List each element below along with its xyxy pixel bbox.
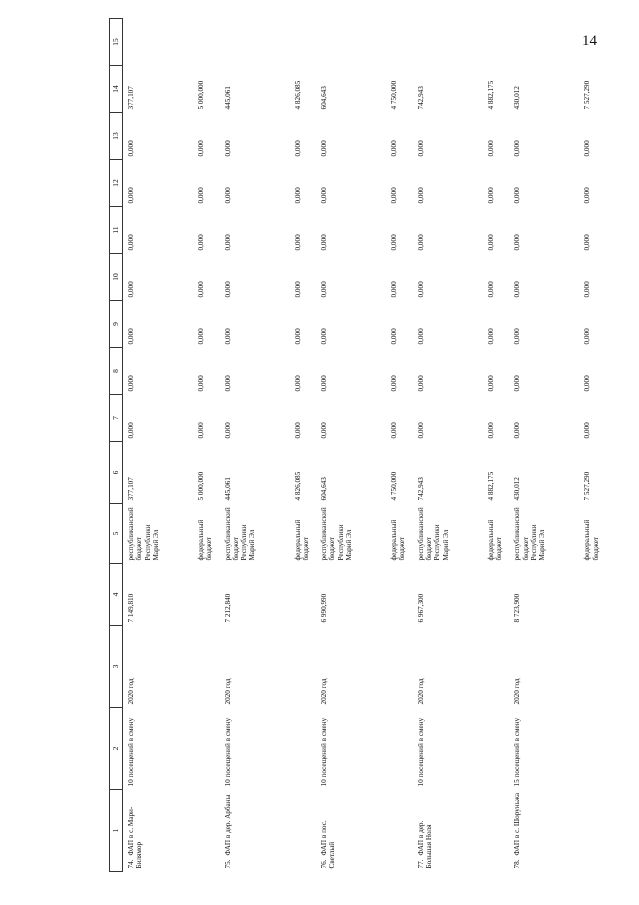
value-regional: 430,012	[513, 477, 522, 501]
cell-col10	[220, 301, 317, 348]
column-header: 1	[110, 790, 123, 872]
capacity: 10 посещений в смену	[223, 717, 232, 787]
year: 2020 год	[127, 678, 135, 705]
value-federal: 7 527,290	[583, 471, 592, 501]
fund-source-regional: республиканский бюджет Республики Марий Эл	[416, 507, 450, 561]
value-federal: 0,000	[583, 187, 592, 204]
year: 2020 год	[416, 678, 425, 705]
fund-source-regional: республиканский бюджет Республики Марий Эл	[223, 507, 257, 561]
value-regional: 0,000	[223, 281, 232, 298]
value-regional: 0,000	[513, 140, 522, 157]
value-federal: 0,000	[486, 140, 495, 157]
column-header: 10	[110, 254, 123, 301]
value-federal: 0,000	[293, 328, 302, 345]
year: 2020 год	[513, 678, 522, 705]
cell-object	[413, 790, 510, 872]
cell-col8	[220, 395, 317, 442]
value-federal: 0,000	[390, 328, 399, 345]
column-header: 5	[110, 504, 123, 564]
value-regional: 0,000	[513, 422, 522, 439]
year: 2020 год	[320, 678, 329, 705]
cell-col12	[509, 207, 606, 254]
cell-fund	[316, 504, 413, 564]
value-regional: 0,000	[223, 422, 232, 439]
total-cost: 7 212,840	[223, 593, 232, 623]
value-federal: 5 000,000	[197, 471, 205, 501]
capacity: 10 посещений в смену	[416, 717, 425, 787]
cell-capacity	[123, 708, 220, 790]
value-federal: 0,000	[486, 187, 495, 204]
cell-capacity	[316, 708, 413, 790]
value-regional: 0,000	[127, 422, 135, 439]
cell-col12	[413, 207, 510, 254]
cell-col7	[316, 442, 413, 504]
cell-col14	[413, 113, 510, 160]
cell-col15	[220, 66, 317, 113]
column-header: 8	[110, 348, 123, 395]
cell-col13	[413, 160, 510, 207]
value-regional: 0,000	[223, 234, 232, 251]
value-regional: 377,107	[127, 477, 135, 501]
column-header: 15	[110, 19, 123, 66]
cell-fund	[220, 504, 317, 564]
value-regional: 0,000	[416, 281, 425, 298]
cell-year	[316, 626, 413, 708]
value-regional: 0,000	[127, 328, 135, 345]
value-regional: 0,000	[127, 234, 135, 251]
total-cost: 8 723,900	[513, 593, 522, 623]
value-regional: 0,000	[127, 187, 135, 204]
cell-year	[123, 626, 220, 708]
value-federal: 0,000	[583, 234, 592, 251]
cell-col7	[413, 442, 510, 504]
cell-col7	[220, 442, 317, 504]
value-regional: 445,061	[223, 477, 232, 501]
cell-object	[509, 790, 606, 872]
cell-col7	[509, 442, 606, 504]
column-header: 12	[110, 160, 123, 207]
value-federal: 0,000	[583, 281, 592, 298]
value-regional: 0,000	[513, 375, 522, 392]
row-number: 76.	[320, 859, 329, 869]
column-header: 2	[110, 708, 123, 790]
cell-col11	[220, 254, 317, 301]
row-number: 75.	[223, 859, 232, 869]
cell-fund	[509, 504, 606, 564]
capacity: 10 посещений в смену	[320, 717, 329, 787]
cell-col9	[316, 348, 413, 395]
cell-col12	[316, 207, 413, 254]
total-cost: 7 149,810	[127, 593, 135, 623]
cell-total	[509, 564, 606, 626]
column-header: 13	[110, 113, 123, 160]
value-regional: 445,061	[223, 86, 232, 110]
fund-source-federal: федеральный бюджет	[197, 519, 214, 561]
value-federal: 0,000	[197, 422, 205, 439]
cell-col15	[316, 66, 413, 113]
cell-col10	[509, 301, 606, 348]
value-federal: 0,000	[583, 375, 592, 392]
value-regional: 0,000	[513, 328, 522, 345]
cell-col9	[123, 348, 220, 395]
value-federal: 0,000	[486, 281, 495, 298]
fund-source-federal: федеральный бюджет	[390, 519, 407, 561]
value-regional: 0,000	[416, 375, 425, 392]
value-federal: 0,000	[390, 187, 399, 204]
value-regional: 0,000	[320, 375, 329, 392]
object-name: ФАП в с. Мари-Билямор	[127, 806, 144, 869]
header-row	[110, 19, 123, 872]
value-regional: 0,000	[223, 140, 232, 157]
value-regional: 0,000	[416, 422, 425, 439]
fund-source-federal: федеральный бюджет	[486, 519, 503, 561]
value-regional: 430,012	[513, 86, 522, 110]
cell-col14	[220, 113, 317, 160]
value-regional: 0,000	[127, 375, 135, 392]
value-federal: 0,000	[293, 422, 302, 439]
value-federal: 4 750,000	[390, 80, 399, 110]
cell-capacity	[220, 708, 317, 790]
cell-col15	[123, 66, 220, 113]
value-federal: 0,000	[197, 140, 205, 157]
value-federal: 4 826,085	[293, 471, 302, 501]
table-row	[123, 19, 220, 872]
value-regional: 604,643	[320, 477, 329, 501]
cell-col8	[413, 395, 510, 442]
value-federal: 0,000	[197, 281, 205, 298]
cell-object	[220, 790, 317, 872]
row-number: 74.	[127, 859, 135, 869]
fund-source-regional: республиканский бюджет Республики Марий Эл	[127, 507, 160, 561]
value-regional: 0,000	[320, 422, 329, 439]
value-federal: 0,000	[293, 140, 302, 157]
value-federal: 0,000	[486, 375, 495, 392]
cell-col10	[123, 301, 220, 348]
cell-col8	[316, 395, 413, 442]
value-regional: 742,943	[416, 477, 425, 501]
cell-col7	[123, 442, 220, 504]
cell-col10	[316, 301, 413, 348]
cell-total	[123, 564, 220, 626]
value-regional: 0,000	[127, 281, 135, 298]
value-federal: 7 527,290	[583, 80, 592, 110]
value-regional: 0,000	[513, 187, 522, 204]
cell-col10	[413, 301, 510, 348]
value-federal: 0,000	[197, 234, 205, 251]
cell-year	[413, 626, 510, 708]
cell-fund	[413, 504, 510, 564]
value-regional: 0,000	[320, 187, 329, 204]
value-federal: 0,000	[390, 375, 399, 392]
value-regional: 604,643	[320, 86, 329, 110]
capacity: 10 посещений в смену	[127, 717, 135, 787]
cell-fund	[123, 504, 220, 564]
value-federal: 0,000	[293, 281, 302, 298]
value-regional: 0,000	[416, 140, 425, 157]
value-federal: 0,000	[390, 422, 399, 439]
value-federal: 4 882,175	[486, 471, 495, 501]
cell-capacity	[509, 708, 606, 790]
table-row	[316, 19, 413, 872]
cell-col9	[220, 348, 317, 395]
value-federal: 0,000	[197, 328, 205, 345]
value-regional: 0,000	[416, 328, 425, 345]
cell-col13	[220, 160, 317, 207]
cell-col11	[509, 254, 606, 301]
value-federal: 0,000	[293, 187, 302, 204]
column-header: 11	[110, 207, 123, 254]
value-federal: 5 000,000	[197, 80, 205, 110]
value-federal: 4 826,085	[293, 80, 302, 110]
page-number: 14	[582, 33, 597, 49]
column-header: 6	[110, 442, 123, 504]
row-number: 77.	[416, 859, 425, 869]
value-regional: 0,000	[320, 140, 329, 157]
cell-year	[509, 626, 606, 708]
cell-total	[413, 564, 510, 626]
cell-col13	[509, 160, 606, 207]
cell-col15	[509, 66, 606, 113]
value-regional: 0,000	[320, 281, 329, 298]
cell-total	[316, 564, 413, 626]
cell-col12	[123, 207, 220, 254]
value-federal: 0,000	[293, 234, 302, 251]
object-name: ФАП в с. Шоруньжа	[513, 792, 522, 856]
cell-year	[220, 626, 317, 708]
fund-source-federal: федеральный бюджет	[293, 519, 310, 561]
total-cost: 6 990,990	[320, 593, 329, 623]
value-federal: 0,000	[486, 234, 495, 251]
total-cost: 6 967,300	[416, 593, 425, 623]
fund-source-federal: федеральный бюджет	[583, 519, 600, 561]
table-row	[413, 19, 510, 872]
value-federal: 0,000	[293, 375, 302, 392]
cell-col8	[123, 395, 220, 442]
cell-col14	[316, 113, 413, 160]
cell-col9	[413, 348, 510, 395]
value-federal: 4 882,175	[486, 80, 495, 110]
fund-source-regional: республиканский бюджет Республики Марий Эл	[320, 507, 353, 561]
cell-col13	[123, 160, 220, 207]
value-regional: 377,107	[127, 86, 135, 110]
value-regional: 0,000	[127, 140, 135, 157]
value-regional: 0,000	[320, 328, 329, 345]
column-header: 14	[110, 66, 123, 113]
cell-col9	[509, 348, 606, 395]
object-name: ФАП в дер. Арбаны	[223, 794, 232, 856]
column-header: 3	[110, 626, 123, 708]
value-regional: 742,943	[416, 86, 425, 110]
cell-col11	[316, 254, 413, 301]
object-name: ФАП в пос. Светлый	[320, 820, 337, 869]
value-regional: 0,000	[513, 234, 522, 251]
column-header: 7	[110, 395, 123, 442]
value-regional: 0,000	[223, 187, 232, 204]
data-table	[109, 18, 606, 872]
value-federal: 0,000	[390, 140, 399, 157]
cell-col11	[123, 254, 220, 301]
cell-col13	[316, 160, 413, 207]
table-row	[220, 19, 317, 872]
cell-object	[316, 790, 413, 872]
value-federal: 0,000	[197, 187, 205, 204]
value-federal: 0,000	[583, 328, 592, 345]
rotated-table-container	[109, 38, 600, 872]
value-federal: 0,000	[583, 140, 592, 157]
value-regional: 0,000	[320, 234, 329, 251]
cell-col12	[220, 207, 317, 254]
capacity: 15 посещений в смену	[513, 717, 522, 787]
value-federal: 0,000	[390, 281, 399, 298]
cell-object	[123, 790, 220, 872]
object-name: ФАП в дер. Большая Ноля	[416, 820, 433, 869]
value-regional: 0,000	[223, 375, 232, 392]
column-header: 4	[110, 564, 123, 626]
cell-col14	[509, 113, 606, 160]
value-regional: 0,000	[416, 187, 425, 204]
value-federal: 0,000	[197, 375, 205, 392]
column-header: 9	[110, 301, 123, 348]
fund-source-regional: республиканский бюджет Республики Марий Эл	[513, 507, 547, 561]
table-row	[509, 19, 606, 872]
value-regional: 0,000	[223, 328, 232, 345]
cell-col11	[413, 254, 510, 301]
value-federal: 0,000	[486, 422, 495, 439]
row-number: 78.	[513, 859, 522, 869]
cell-capacity	[413, 708, 510, 790]
value-regional: 0,000	[513, 281, 522, 298]
cell-col15	[413, 66, 510, 113]
value-federal: 0,000	[583, 422, 592, 439]
value-regional: 0,000	[416, 234, 425, 251]
value-federal: 4 750,000	[390, 471, 399, 501]
cell-col8	[509, 395, 606, 442]
year: 2020 год	[223, 678, 232, 705]
cell-total	[220, 564, 317, 626]
value-federal: 0,000	[390, 234, 399, 251]
cell-col14	[123, 113, 220, 160]
value-federal: 0,000	[486, 328, 495, 345]
